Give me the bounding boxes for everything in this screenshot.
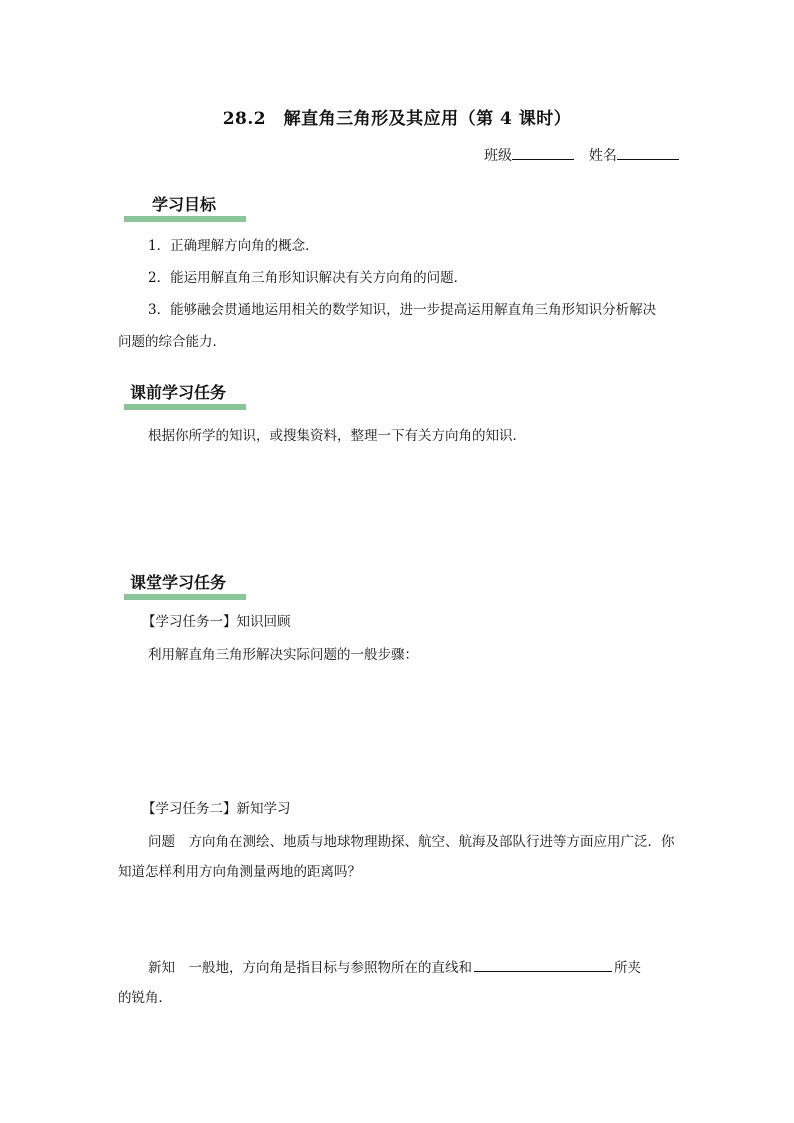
new-knowledge-line <box>148 957 641 978</box>
objective-item: 2．能运用解直角三角形知识解决有关方向角的问题． <box>148 270 468 286</box>
question-line: 问题 方向角在测绘、地质与地球物理勘探、航空、航海及部队行进等方面应用广泛．你 <box>148 834 675 850</box>
fill-in-blank[interactable] <box>474 957 612 972</box>
new-knowledge-text-end: 所夹 <box>614 960 641 976</box>
name-label: 姓名 <box>588 148 617 164</box>
section-heading-label: 课堂学习任务 <box>130 573 227 592</box>
objective-item-continued: 问题的综合能力． <box>118 334 226 350</box>
class-blank[interactable] <box>512 145 574 160</box>
task2-title: 【学习任务二】新知学习 <box>142 801 291 817</box>
heading-underline-bar <box>124 404 246 410</box>
new-knowledge-line-continued: 的锐角． <box>118 990 172 1006</box>
section-heading-label: 学习目标 <box>152 195 217 214</box>
objective-item: 3．能够融会贯通地运用相关的数学知识，进一步提高运用解直角三角形知识分析解决 <box>148 302 657 318</box>
task1-title: 【学习任务一】知识回顾 <box>142 614 291 630</box>
preview-task-text: 根据你所学的知识，或搜集资料，整理一下有关方向角的知识． <box>148 428 526 444</box>
section-heading-objectives <box>124 192 248 226</box>
page-title: 28.2 解直角三角形及其应用（第 4 课时） <box>222 109 572 129</box>
section-heading-label: 课前学习任务 <box>130 383 227 402</box>
section-heading-preview <box>124 380 248 414</box>
new-knowledge-text: 新知 一般地，方向角是指目标与参照物所在的直线和 <box>148 960 472 976</box>
name-blank[interactable] <box>617 145 679 160</box>
heading-underline-bar <box>124 216 246 222</box>
heading-underline-bar <box>124 594 246 600</box>
class-name-line <box>484 145 679 165</box>
section-heading-classroom <box>124 570 248 604</box>
objective-item: 1．正确理解方向角的概念． <box>148 238 319 254</box>
task1-text: 利用解直角三角形解决实际问题的一般步骤： <box>148 647 418 663</box>
question-line-continued: 知道怎样利用方向角测量两地的距离吗？ <box>118 864 361 880</box>
class-label: 班级 <box>484 148 512 164</box>
